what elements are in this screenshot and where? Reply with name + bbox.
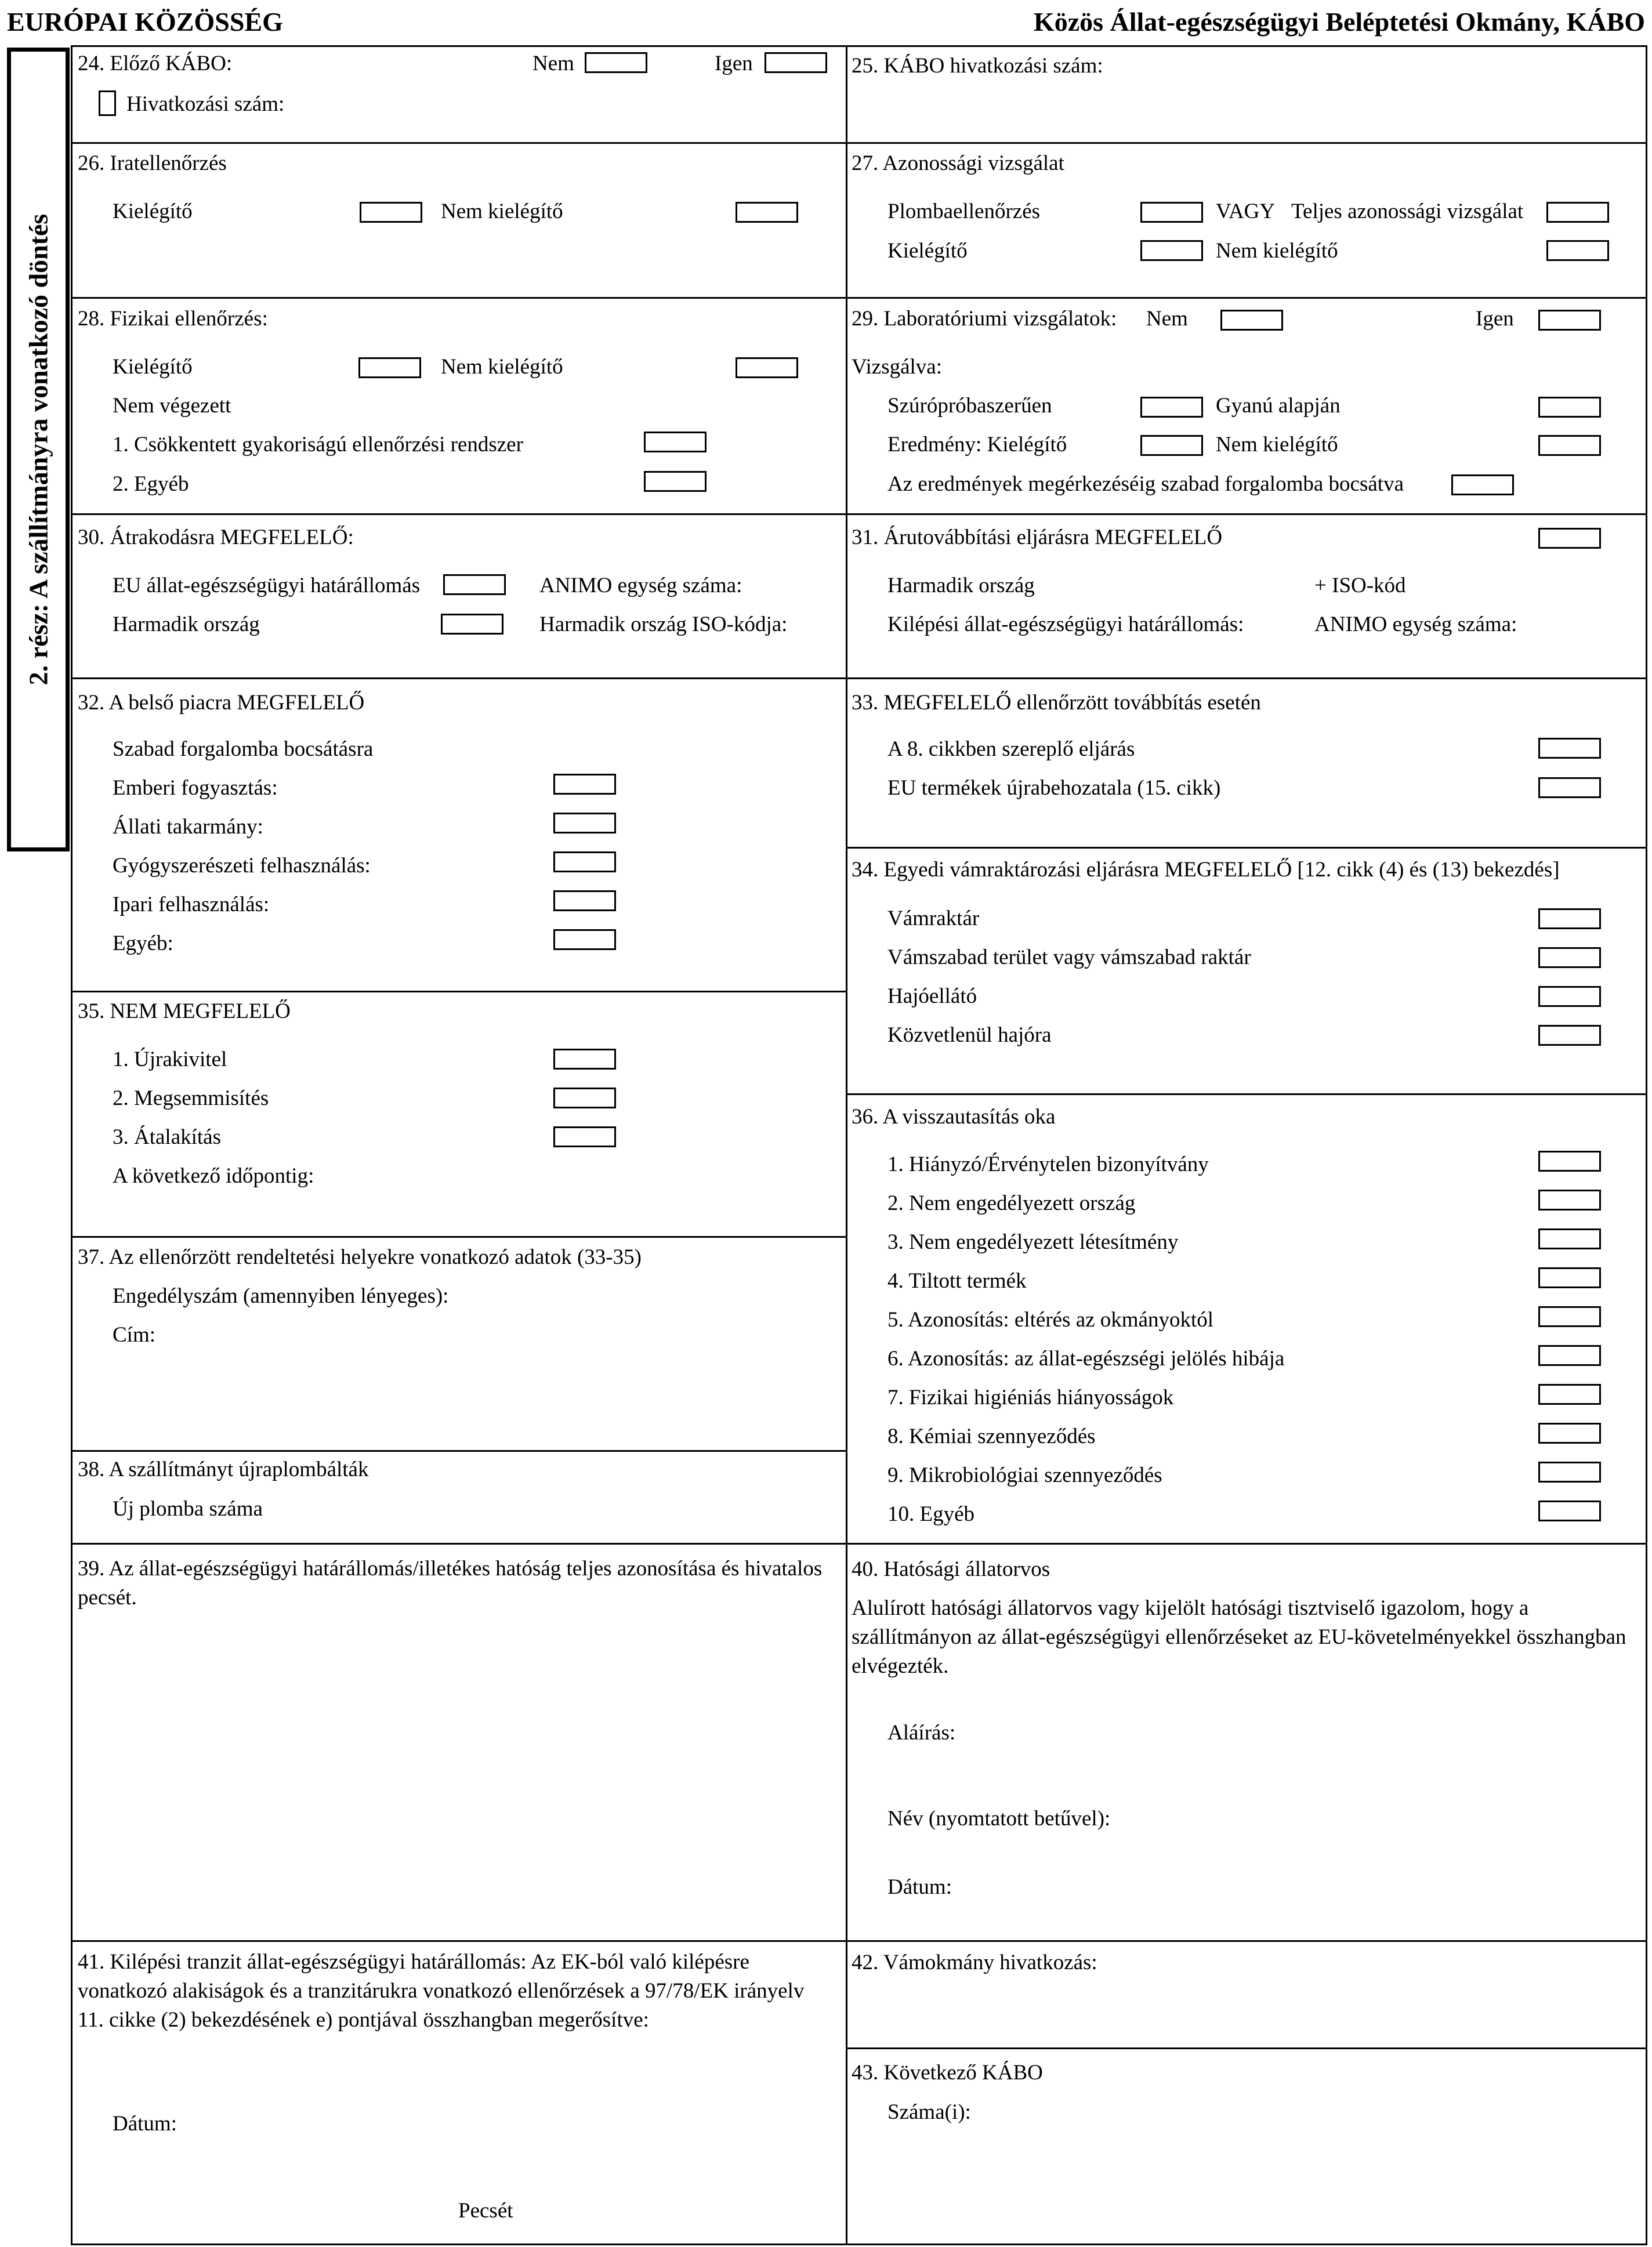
s31-title: 31. Árutovábbítási eljárásra MEGFELELŐ bbox=[852, 525, 1223, 549]
s28-opt1-checkbox[interactable] bbox=[644, 432, 707, 452]
s36-item-checkbox[interactable] bbox=[1538, 1228, 1601, 1249]
s27-full-checkbox[interactable] bbox=[1546, 202, 1609, 223]
s29-random-checkbox[interactable] bbox=[1140, 397, 1203, 418]
s36-item-label: 4. Tiltott termék bbox=[887, 1269, 1027, 1293]
s41-stamp-label: Pecsét bbox=[458, 2199, 513, 2223]
s35-item-checkbox[interactable] bbox=[553, 1049, 616, 1070]
s36-item-label: 3. Nem engedélyezett létesítmény bbox=[887, 1230, 1179, 1254]
grid-line bbox=[846, 847, 1647, 849]
s24-igen-checkbox[interactable] bbox=[765, 52, 827, 73]
s43-title: 43. Következő KÁBO bbox=[852, 2061, 1043, 2085]
s31-animo-label: ANIMO egység száma: bbox=[1314, 613, 1517, 636]
s36-item-checkbox[interactable] bbox=[1538, 1267, 1601, 1288]
s32-item-checkbox[interactable] bbox=[553, 851, 616, 872]
s28-nok-checkbox[interactable] bbox=[736, 357, 798, 378]
grid-line bbox=[846, 45, 847, 2245]
s39-title: 39. Az állat-egészségügyi határállomás/illetékes hatóság teljes azonosítása és hivatalos pecsét. bbox=[78, 1557, 823, 1610]
s24-nem-checkbox[interactable] bbox=[585, 52, 647, 73]
s33-item-checkbox[interactable] bbox=[1538, 777, 1601, 798]
s33-item-label: EU termékek újrabehozatala (15. cikk) bbox=[887, 776, 1221, 800]
s34-item-checkbox[interactable] bbox=[1538, 947, 1601, 968]
s29-suspicion-label: Gyanú alapján bbox=[1216, 394, 1341, 418]
s35-item-label: 1. Újrakivitel bbox=[113, 1048, 227, 1071]
s29-result-label: Eredmény: Kielégítő bbox=[887, 433, 1067, 456]
s34-item-label: Hajóellátó bbox=[887, 984, 977, 1008]
grid-line bbox=[71, 297, 1647, 299]
s36-item-checkbox[interactable] bbox=[1538, 1501, 1601, 1521]
s32-item-label: Gyógyszerészeti felhasználás: bbox=[113, 854, 371, 878]
grid-line bbox=[71, 1543, 1647, 1545]
s28-opt2-checkbox[interactable] bbox=[644, 471, 707, 492]
s36-title: 36. A visszautasítás oka bbox=[852, 1105, 1056, 1129]
s30-third-label: Harmadik ország bbox=[113, 613, 260, 636]
s40-date-label: Dátum: bbox=[887, 1875, 952, 1899]
s27-seal-checkbox[interactable] bbox=[1140, 202, 1203, 223]
grid-line bbox=[71, 1940, 1647, 1942]
s41-title: 41. Kilépési tranzit állat-egészségügyi határállomás: Az EK-ból való kilépésre vonatkozó alakiságok és a tranzitárukra vonatkozó ellenőrzések a 97/78/EK irányelv 11. cikke (2) bekezdésének e) pontjával összhangban megerősítve: bbox=[78, 1950, 805, 2032]
s26-nok-checkbox[interactable] bbox=[736, 202, 798, 223]
grid-line bbox=[71, 142, 1647, 144]
s41-date-label: Dátum: bbox=[113, 2112, 177, 2136]
s36-item-checkbox[interactable] bbox=[1538, 1190, 1601, 1211]
s36-item-label: 10. Egyéb bbox=[887, 1502, 975, 1526]
s35-item-checkbox[interactable] bbox=[553, 1088, 616, 1108]
s35-title: 35. NEM MEGFELELŐ bbox=[78, 999, 291, 1023]
grid-line bbox=[71, 991, 846, 992]
s34-item-label: Vámszabad terület vagy vámszabad raktár bbox=[887, 945, 1251, 969]
s35-item-label: 2. Megsemmisítés bbox=[113, 1086, 269, 1110]
s30-title: 30. Átrakodásra MEGFELELŐ: bbox=[78, 525, 354, 549]
s32-item-label: Ipari felhasználás: bbox=[113, 893, 270, 916]
s29-igen-checkbox[interactable] bbox=[1538, 310, 1601, 331]
s24-ref-checkbox[interactable] bbox=[99, 90, 116, 116]
s29-result-ok-checkbox[interactable] bbox=[1140, 435, 1203, 456]
s40-sign-label: Aláírás: bbox=[887, 1721, 956, 1745]
s36-item-checkbox[interactable] bbox=[1538, 1423, 1601, 1444]
s36-item-checkbox[interactable] bbox=[1538, 1151, 1601, 1172]
s40-name-label: Név (nyomtatott betűvel): bbox=[887, 1807, 1111, 1831]
s30-iso-label: Harmadik ország ISO-kódja: bbox=[539, 613, 788, 636]
s36-item-label: 2. Nem engedélyezett ország bbox=[887, 1191, 1136, 1215]
s24-title: 24. Előző KÁBO: bbox=[78, 52, 233, 75]
s36-item-label: 9. Mikrobiológiai szennyeződés bbox=[887, 1463, 1162, 1487]
s30-animo-label: ANIMO egység száma: bbox=[539, 574, 742, 597]
s37-license-label: Engedélyszám (amennyiben lényeges): bbox=[113, 1284, 449, 1308]
s32-item-checkbox[interactable] bbox=[553, 929, 616, 950]
s29-suspicion-checkbox[interactable] bbox=[1538, 397, 1601, 418]
s40-title: 40. Hatósági állatorvos bbox=[852, 1557, 1050, 1581]
s29-nem-checkbox[interactable] bbox=[1220, 310, 1283, 331]
s33-item-label: A 8. cikkben szereplő eljárás bbox=[887, 737, 1135, 761]
s32-item-label: Egyéb: bbox=[113, 932, 173, 955]
s29-random-label: Szúrópróbaszerűen bbox=[887, 394, 1052, 418]
s34-item-checkbox[interactable] bbox=[1538, 1025, 1601, 1046]
s32-free-label: Szabad forgalomba bocsátásra bbox=[113, 737, 374, 761]
s34-item-label: Vámraktár bbox=[887, 907, 980, 930]
s28-ok-label: Kielégítő bbox=[113, 355, 193, 379]
s34-item-label: Közvetlenül hajóra bbox=[887, 1023, 1052, 1047]
s27-ok-checkbox[interactable] bbox=[1140, 240, 1203, 261]
s26-ok-checkbox[interactable] bbox=[360, 202, 422, 223]
s32-item-checkbox[interactable] bbox=[553, 890, 616, 911]
s36-item-checkbox[interactable] bbox=[1538, 1306, 1601, 1327]
s28-opt2-label: 2. Egyéb bbox=[113, 472, 189, 496]
s29-nok-checkbox[interactable] bbox=[1538, 435, 1601, 456]
s36-item-checkbox[interactable] bbox=[1538, 1462, 1601, 1483]
s38-title: 38. A szállítmányt újraplombálták bbox=[78, 1458, 369, 1481]
s31-checkbox[interactable] bbox=[1538, 528, 1601, 549]
s29-igen-label: Igen bbox=[1476, 307, 1514, 331]
s29-nok-label: Nem kielégítő bbox=[1216, 433, 1338, 456]
s28-opt1-label: 1. Csökkentett gyakoriságú ellenőrzési rendszer bbox=[113, 433, 523, 456]
s28-notdone-label: Nem végezett bbox=[113, 394, 231, 418]
s27-or-label: VAGY bbox=[1216, 200, 1276, 223]
s24-igen-label: Igen bbox=[715, 52, 753, 75]
s32-item-label: Állati takarmány: bbox=[113, 815, 263, 839]
side-label-box bbox=[7, 48, 70, 851]
s36-item-label: 6. Azonosítás: az állat-egészségi jelölés hibája bbox=[887, 1347, 1285, 1371]
grid-line bbox=[71, 513, 1647, 515]
s36-item-checkbox[interactable] bbox=[1538, 1384, 1601, 1405]
grid-line bbox=[71, 1236, 846, 1238]
s33-title: 33. MEGFELELŐ ellenőrzött továbbítás esetén bbox=[852, 691, 1261, 715]
s40-text: Alulírott hatósági állatorvos vagy kijelölt hatósági tisztviselő igazolom, hogy a szállítmányon az állat-egészségügyi ellenőrzéseket az EU-követelményekkel összhangban elvégezték. bbox=[852, 1596, 1626, 1678]
s31-third-label: Harmadik ország bbox=[887, 574, 1035, 597]
s37-title: 37. Az ellenőrzött rendeltetési helyekre vonatkozó adatok (33-35) bbox=[78, 1245, 642, 1269]
s32-item-label: Emberi fogyasztás: bbox=[113, 776, 278, 800]
s32-title: 32. A belső piacra MEGFELELŐ bbox=[78, 691, 365, 715]
s29-nem-label: Nem bbox=[1146, 307, 1188, 331]
s27-title: 27. Azonossági vizsgálat bbox=[852, 151, 1064, 175]
s42-title: 42. Vámokmány hivatkozás: bbox=[852, 1951, 1097, 1974]
s27-nok-label: Nem kielégítő bbox=[1216, 239, 1338, 263]
grid-line bbox=[71, 45, 1647, 47]
grid-line bbox=[846, 2047, 1647, 2049]
s36-item-label: 5. Azonosítás: eltérés az okmányoktól bbox=[887, 1308, 1214, 1332]
s27-nok-checkbox[interactable] bbox=[1546, 240, 1609, 261]
s29-pending-checkbox[interactable] bbox=[1451, 474, 1514, 495]
grid-line bbox=[71, 45, 73, 2245]
s33-item-checkbox[interactable] bbox=[1538, 738, 1601, 759]
s34-item-checkbox[interactable] bbox=[1538, 986, 1601, 1007]
grid-line bbox=[1646, 45, 1647, 2245]
s32-item-checkbox[interactable] bbox=[553, 774, 616, 795]
s28-nok-label: Nem kielégítő bbox=[441, 355, 563, 379]
s27-full-label: Teljes azonossági vizsgálat bbox=[1291, 200, 1524, 223]
s27-seal-label: Plombaellenőrzés bbox=[887, 200, 1041, 223]
s30-eu-checkbox[interactable] bbox=[443, 574, 506, 595]
s36-item-label: 8. Kémiai szennyeződés bbox=[887, 1425, 1096, 1448]
s24-ref-label: Hivatkozási szám: bbox=[126, 92, 285, 116]
s26-nok-label: Nem kielégítő bbox=[441, 200, 563, 223]
s36-item-label: 7. Fizikai higiéniás hiányosságok bbox=[887, 1386, 1174, 1409]
form-title: Közös Állat-egészségügyi Beléptetési Okmány, KÁBO bbox=[1033, 7, 1645, 37]
s35-item-label: 3. Átalakítás bbox=[113, 1125, 222, 1149]
s28-title: 28. Fizikai ellenőrzés: bbox=[78, 307, 268, 331]
side-label: 2. rész: A szállítmányra vonatkozó döntés bbox=[23, 213, 53, 686]
s26-ok-label: Kielégítő bbox=[113, 200, 193, 223]
s32-item-checkbox[interactable] bbox=[553, 813, 616, 833]
s31-iso-label: + ISO-kód bbox=[1314, 574, 1406, 597]
s43-num-label: Száma(i): bbox=[887, 2100, 971, 2124]
s35-item-checkbox[interactable] bbox=[553, 1126, 616, 1147]
s29-tested-label: Vizsgálva: bbox=[852, 355, 943, 379]
grid-line bbox=[71, 1450, 846, 1452]
grid-line bbox=[846, 1093, 1647, 1095]
grid-line bbox=[71, 677, 1647, 679]
s31-exit-label: Kilépési állat-egészségügyi határállomás: bbox=[887, 613, 1244, 636]
s30-eu-label: EU állat-egészségügyi határállomás bbox=[113, 574, 421, 597]
s37-address-label: Cím: bbox=[113, 1323, 156, 1347]
s36-item-checkbox[interactable] bbox=[1538, 1345, 1601, 1366]
s34-title: 34. Egyedi vámraktározási eljárásra MEGFELELŐ [12. cikk (4) és (13) bekezdés] bbox=[852, 858, 1560, 882]
s38-seal-label: Új plomba száma bbox=[113, 1497, 263, 1521]
s25-title: 25. KÁBO hivatkozási szám: bbox=[852, 54, 1103, 78]
s29-title: 29. Laboratóriumi vizsgálatok: bbox=[852, 307, 1117, 331]
s34-item-checkbox[interactable] bbox=[1538, 908, 1601, 929]
grid-line bbox=[71, 2244, 1647, 2245]
s26-title: 26. Iratellenőrzés bbox=[78, 151, 227, 175]
s29-pending-label: Az eredmények megérkezéséig szabad forgalomba bocsátva bbox=[887, 472, 1404, 496]
s36-item-label: 1. Hiányzó/Érvénytelen bizonyítvány bbox=[887, 1153, 1209, 1176]
s24-nem-label: Nem bbox=[532, 52, 574, 75]
s35-until-label: A következő időpontig: bbox=[113, 1164, 314, 1188]
s30-third-checkbox[interactable] bbox=[441, 614, 503, 635]
s27-ok-label: Kielégítő bbox=[887, 239, 968, 263]
s28-ok-checkbox[interactable] bbox=[358, 357, 421, 378]
header-left: EURÓPAI KÖZÖSSÉG bbox=[7, 7, 283, 37]
